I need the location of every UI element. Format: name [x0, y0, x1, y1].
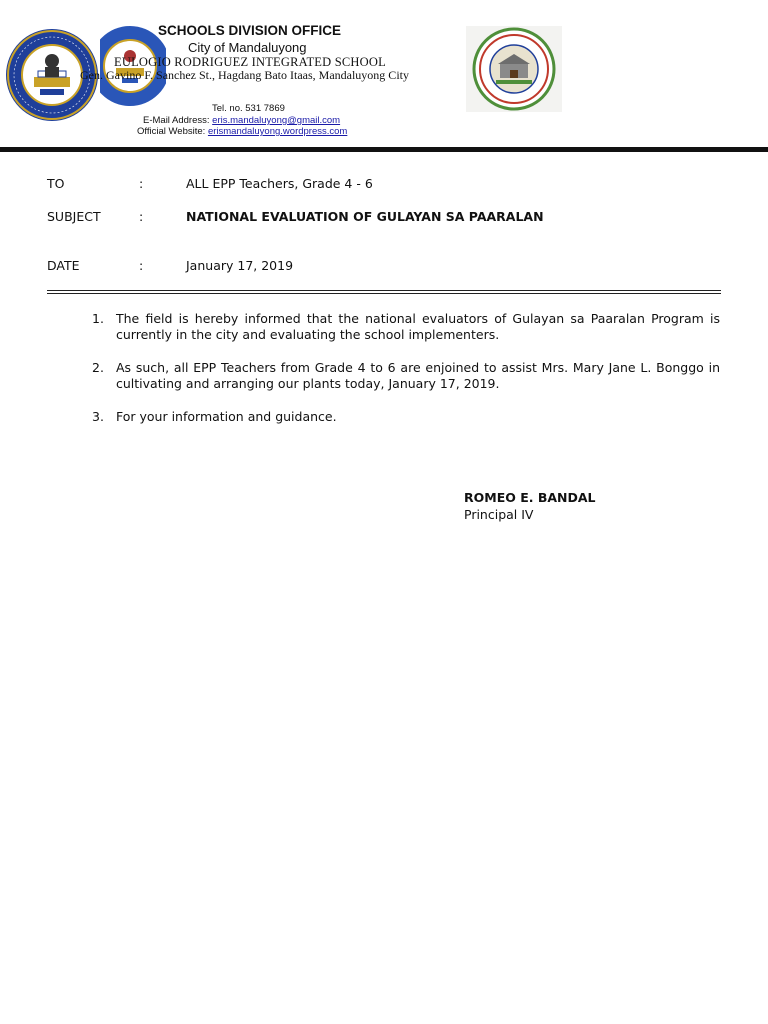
list-item: As such, all EPP Teachers from Grade 4 to 6 are enjoined to assist Mrs. Mary Jane L. Bonggo in cultivating and arranging our plants today, January 17, 2019.: [116, 360, 720, 391]
to-colon: :: [139, 176, 144, 191]
date-colon: :: [139, 258, 144, 273]
email-label: E-Mail Address:: [143, 115, 210, 126]
school-name: EULOGIO RODRIGUEZ INTEGRATED SCHOOL: [114, 55, 386, 69]
subject-value: NATIONAL EVALUATION OF GULAYAN SA PAARALAN: [186, 209, 544, 224]
signatory-name: ROMEO E. BANDAL: [464, 490, 596, 505]
date-value: January 17, 2019: [186, 258, 294, 273]
list-item-number: 2.: [92, 360, 104, 375]
list-item: The field is hereby informed that the national evaluators of Gulayan sa Paaralan Program is currently in the city and evaluating the school implementers.: [116, 311, 720, 342]
list-item-number: 3.: [92, 409, 104, 424]
to-label: TO: [47, 176, 65, 191]
division-office-name: SCHOOLS DIVISION OFFICE: [158, 23, 342, 38]
list-item-number: 1.: [92, 311, 104, 326]
school-address: Gen. Gavino F. Sanchez St., Hagdang Bato Itaas, Mandaluyong City: [80, 68, 409, 82]
division-office-seal-logo: [466, 26, 562, 112]
website-line: [137, 126, 347, 137]
subject-colon: :: [139, 209, 144, 224]
memo-divider-top: [47, 290, 721, 291]
to-value: ALL EPP Teachers, Grade 4 - 6: [186, 176, 373, 191]
list-item: For your information and guidance.: [116, 409, 337, 424]
telephone-number: Tel. no. 531 7869: [212, 103, 285, 114]
date-label: DATE: [47, 258, 80, 273]
email-line: [143, 115, 340, 126]
website-label: Official Website:: [137, 126, 206, 137]
header-divider: [0, 147, 768, 152]
signatory-title: Principal IV: [464, 507, 534, 522]
subject-label: SUBJECT: [47, 209, 101, 224]
city-name: City of Mandaluyong: [188, 40, 307, 55]
memo-divider-bottom: [47, 293, 721, 294]
email-link[interactable]: eris.mandaluyong@gmail.com: [212, 115, 341, 126]
website-link[interactable]: erismandaluyong.wordpress.com: [207, 126, 348, 137]
